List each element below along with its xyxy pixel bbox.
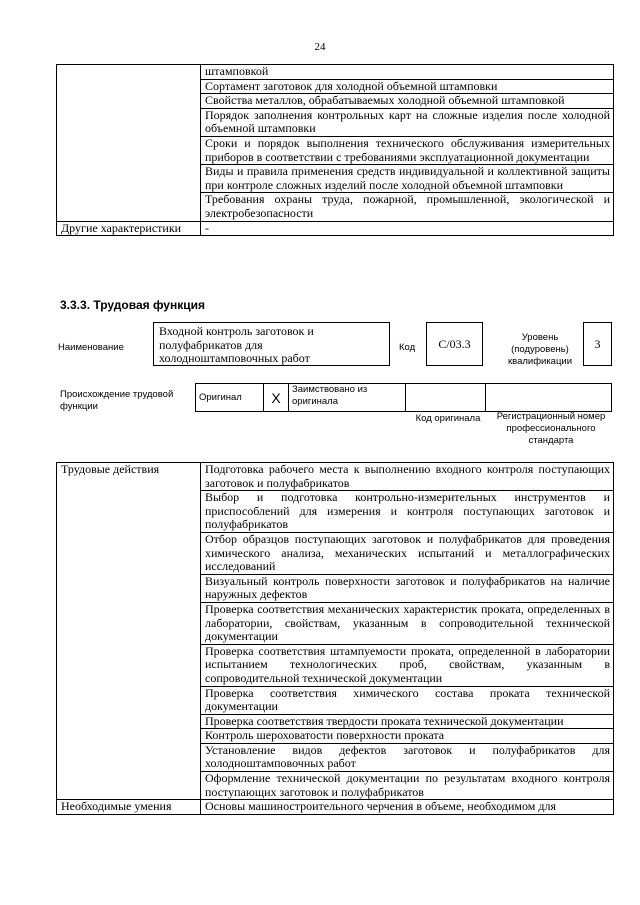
original-label: Оригинал <box>196 384 264 412</box>
other-characteristics-label: Другие характеристики <box>57 221 201 236</box>
table-row <box>57 221 614 236</box>
actions-label: Трудовые действия <box>57 463 201 800</box>
table-cell: штамповкой <box>201 65 614 80</box>
borrowed-label: Заимствовано из оригинала <box>289 384 406 412</box>
table-cell: Проверка соответствия механических характеристик проката, определенных в лаборатории, свойствам, указанным в сопроводительной технической документации <box>201 602 614 644</box>
table-cell: Сроки и порядок выполнения технического обслуживания измерительных приборов в соответствии с требованиями эксплуатационной документации <box>201 136 614 164</box>
actions-table <box>56 462 614 815</box>
table-cell: Свойства металлов, обрабатываемых холодной объемной штамповкой <box>201 94 614 109</box>
table-cell: Основы машиностроительного черчения в объеме, необходимом для <box>201 800 614 815</box>
function-name-box: Входной контроль заготовок и полуфабрикатов для холодноштамповочных работ <box>153 322 390 366</box>
origin-table <box>195 383 612 412</box>
table-cell: Проверка соответствия химического состава проката технической документации <box>201 686 614 714</box>
table-cell: Визуальный контроль поверхности заготовок и полуфабрикатов на наличие наружных дефектов <box>201 574 614 602</box>
table-row <box>57 65 614 80</box>
table-cell: Проверка соответствия твердости проката технической документации <box>201 714 614 729</box>
table-cell: Виды и правила применения средств индивидуальной и коллективной защиты при контроле сложных изделий после холодной объемной штамповки <box>201 165 614 193</box>
table-row <box>57 800 614 815</box>
code-label: Код <box>399 342 416 353</box>
reg-number-label: Регистрационный номер профессионального стандарта <box>496 411 606 446</box>
table-cell: Проверка соответствия штампуемости проката, определенной в лаборатории испытанием технологических проб, свойствам, указанным в сопроводительной технической документации <box>201 644 614 686</box>
section-title: 3.3.3. Трудовая функция <box>60 298 205 312</box>
table-cell: Установление видов дефектов заготовок и полуфабрикатов для холодноштамповочных работ <box>201 743 614 771</box>
reg-number-cell <box>486 384 612 412</box>
empty-label-cell <box>57 65 201 222</box>
table-cell: Сортамент заготовок для холодной объемной штамповки <box>201 79 614 94</box>
qualification-level-label: Уровень (подуровень) квалификации <box>507 332 573 367</box>
table-cell: Подготовка рабочего места к выполнению входного контроля поступающих заготовок и полуфабрикатов <box>201 463 614 491</box>
table-cell: Контроль шероховатости поверхности проката <box>201 729 614 744</box>
skills-label: Необходимые умения <box>57 800 201 815</box>
qualification-level-box: 3 <box>583 322 612 366</box>
table-cell: Отбор образцов поступающих заготовок и полуфабрикатов для проведения химического анализа, механических испытаний и металлографических исследований <box>201 532 614 574</box>
table-cell: Требования охраны труда, пожарной, промышленной, экологической и электробезопасности <box>201 193 614 221</box>
name-label: Наименование <box>58 342 124 353</box>
table-row <box>57 463 614 491</box>
table-cell: Выбор и подготовка контрольно-измерительных инструментов и приспособлений для измерения и контроля поступающих заготовок и полуфабрикатов <box>201 491 614 533</box>
original-mark: X <box>264 384 289 412</box>
page-number: 24 <box>314 41 326 53</box>
table-cell: Порядок заполнения контрольных карт на сложные изделия после холодной объемной штамповки <box>201 108 614 136</box>
function-code-box: C/03.3 <box>426 322 483 366</box>
table-cell: Оформление технической документации по результатам входного контроля поступающих заготовок и полуфабрикатов <box>201 772 614 800</box>
origin-label: Происхождение трудовой функции <box>60 389 174 412</box>
top-table <box>56 64 614 236</box>
code-original-cell <box>406 384 486 412</box>
code-original-label: Код оригинала <box>415 413 481 424</box>
other-characteristics-value: - <box>201 221 614 236</box>
